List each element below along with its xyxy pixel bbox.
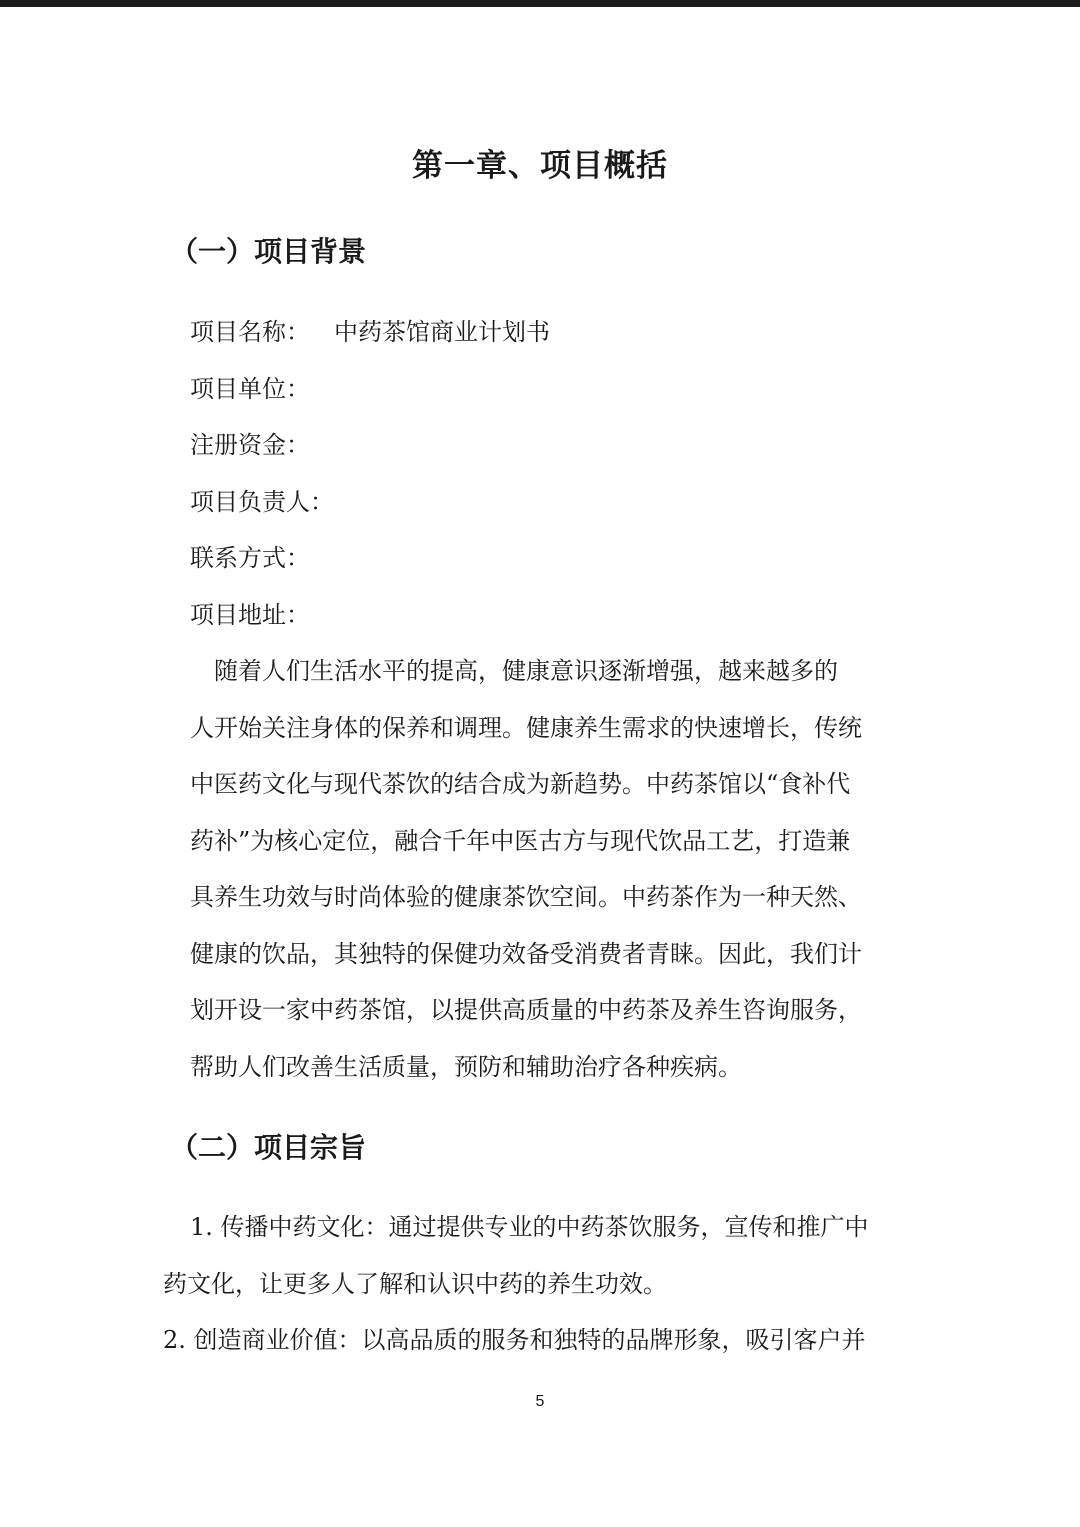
paragraph-line: 药补”为核心定位，融合千年中医古方与现代饮品工艺，打造兼 bbox=[190, 827, 851, 855]
paragraph-line: 帮助人们改善生活质量，预防和辅助治疗各种疾病。 bbox=[190, 1053, 742, 1081]
field-label: 注册资金： bbox=[190, 431, 310, 459]
list-item-line: 1. 传播中药文化：通过提供专业的中药茶饮服务，宣传和推广中 bbox=[190, 1213, 869, 1241]
paragraph-line: 随着人们生活水平的提高，健康意识逐渐增强，越来越多的 bbox=[190, 657, 838, 685]
paragraph-line: 划开设一家中药茶馆，以提供高质量的中药茶及养生咨询服务， bbox=[190, 996, 862, 1024]
field-contact bbox=[190, 538, 310, 578]
section-heading-background: （一）项目背景 bbox=[170, 235, 367, 268]
field-label: 项目地址： bbox=[190, 601, 310, 629]
list-item-line: 药文化，让更多人了解和认识中药的养生功效。 bbox=[163, 1270, 667, 1298]
field-project-leader bbox=[190, 482, 334, 522]
field-value: 中药茶馆商业计划书 bbox=[334, 318, 550, 346]
field-label: 联系方式： bbox=[190, 544, 310, 572]
field-registered-capital bbox=[190, 425, 310, 465]
chapter-title: 第一章、项目概括 bbox=[412, 148, 668, 184]
paragraph-line: 健康的饮品，其独特的保健功效备受消费者青睐。因此，我们计 bbox=[190, 940, 862, 968]
field-label: 项目负责人： bbox=[190, 488, 334, 516]
page-number: 5 bbox=[535, 1393, 545, 1410]
field-label: 项目名称： bbox=[190, 318, 310, 346]
section-heading-purpose: （二）项目宗旨 bbox=[170, 1131, 367, 1164]
field-project-address bbox=[190, 595, 310, 635]
top-border-bar bbox=[0, 0, 1080, 7]
field-label: 项目单位： bbox=[190, 375, 310, 403]
paragraph-line: 具养生功效与时尚体验的健康茶饮空间。中药茶作为一种天然、 bbox=[190, 883, 862, 911]
field-project-name bbox=[190, 312, 550, 352]
field-project-unit bbox=[190, 369, 310, 409]
paragraph-line: 中医药文化与现代茶饮的结合成为新趋势。中药茶馆以“食补代 bbox=[190, 770, 851, 798]
paragraph-line: 人开始关注身体的保养和调理。健康养生需求的快速增长，传统 bbox=[190, 714, 862, 742]
list-item-line: 2. 创造商业价值：以高品质的服务和独特的品牌形象，吸引客户并 bbox=[163, 1326, 866, 1354]
